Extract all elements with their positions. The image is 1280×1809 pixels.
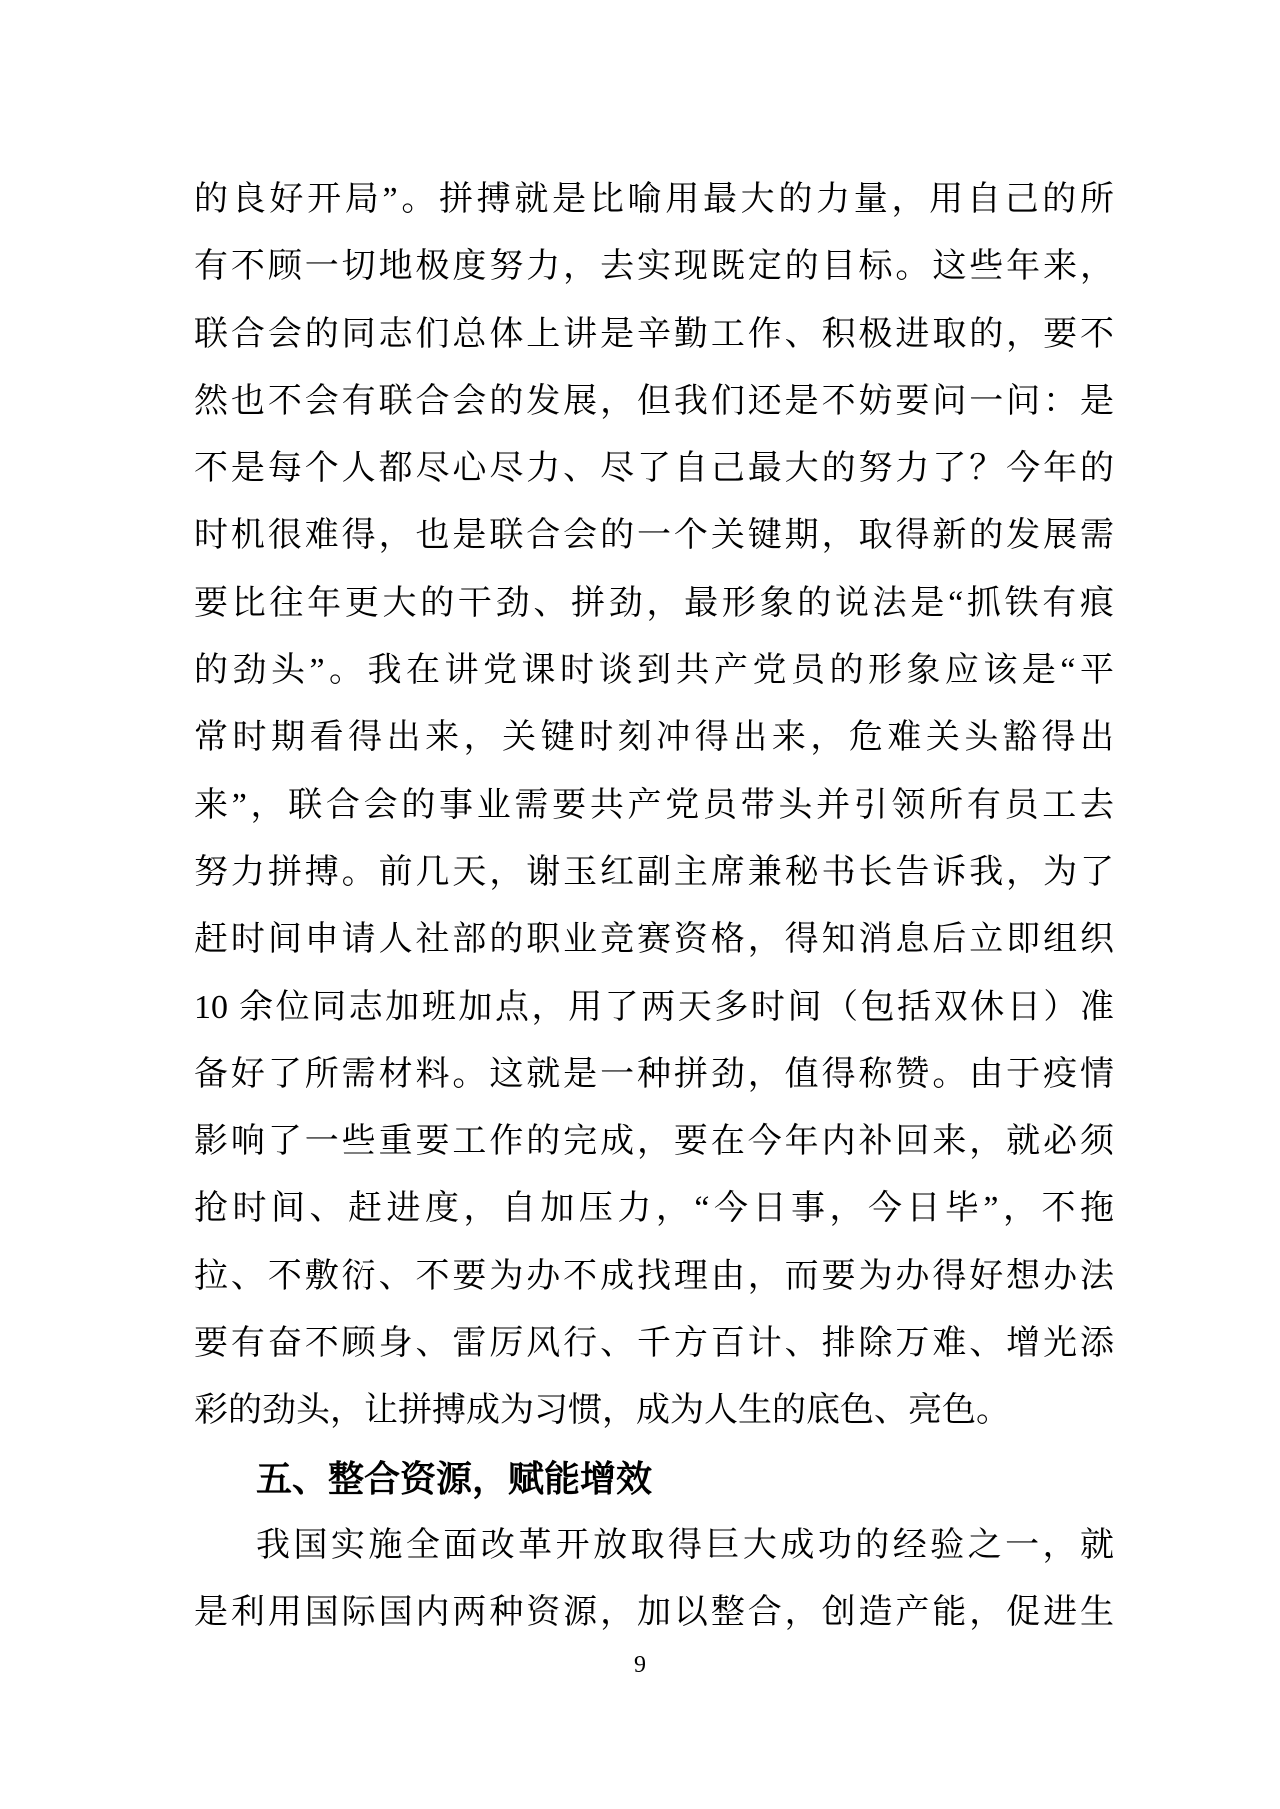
page-number: 9 — [634, 1652, 646, 1678]
text-line: 我国实施全面改革开放取得巨大成功的经验之一，就 — [256, 1526, 1114, 1564]
text-line: 要比往年更大的干劲、拼劲，最形象的说法是“抓铁有痕 — [194, 584, 1114, 622]
text-line: 努力拼搏。前几天，谢玉红副主席兼秘书长告诉我，为了 — [194, 853, 1114, 891]
text-line: 来”，联合会的事业需要共产党员带头并引领所有员工去 — [194, 786, 1114, 824]
text-line: 备好了所需材料。这就是一种拼劲，值得称赞。由于疫情 — [194, 1055, 1114, 1093]
document-text-block — [194, 178, 1114, 1659]
text-line: 拉、不敷衍、不要为办不成找理由，而要为办得好想办法 — [194, 1257, 1114, 1295]
text-line: 是利用国际国内两种资源，加以整合，创造产能，促进生 — [194, 1594, 1114, 1632]
text-line: 要有奋不顾身、雷厉风行、千方百计、排除万难、增光添 — [194, 1325, 1114, 1363]
section-heading: 五、整合资源，赋能增效 — [256, 1458, 653, 1499]
text-line: 时机很难得，也是联合会的一个关键期，取得新的发展需 — [194, 517, 1114, 555]
text-line: 抢时间、赶进度，自加压力，“今日事，今日毕”，不拖 — [194, 1190, 1114, 1228]
text-line: 的良好开局”。拼搏就是比喻用最大的力量，用自己的所 — [194, 181, 1114, 218]
text-line: 常时期看得出来，关键时刻冲得出来，危难关头豁得出 — [194, 719, 1114, 757]
text-line: 影响了一些重要工作的完成，要在今年内补回来，就必须 — [194, 1123, 1114, 1161]
text-line: 联合会的同志们总体上讲是辛勤工作、积极进取的，要不 — [194, 315, 1114, 353]
text-line: 然也不会有联合会的发展，但我们还是不妨要问一问：是 — [194, 382, 1114, 420]
text-line: 有不顾一切地极度努力，去实现既定的目标。这些年来， — [194, 248, 1114, 286]
text-line: 不是每个人都尽心尽力、尽了自己最大的努力了？今年的 — [194, 450, 1114, 488]
text-line: 的劲头”。我在讲党课时谈到共产党员的形象应该是“平 — [194, 652, 1114, 690]
text-line: 彩的劲头，让拼搏成为习惯，成为人生的底色、亮色。 — [194, 1392, 1010, 1430]
text-line: 10 余位同志加班加点，用了两天多时间（包括双休日）准 — [194, 988, 1114, 1026]
text-line: 赶时间申请人社部的职业竞赛资格，得知消息后立即组织 — [194, 921, 1114, 959]
